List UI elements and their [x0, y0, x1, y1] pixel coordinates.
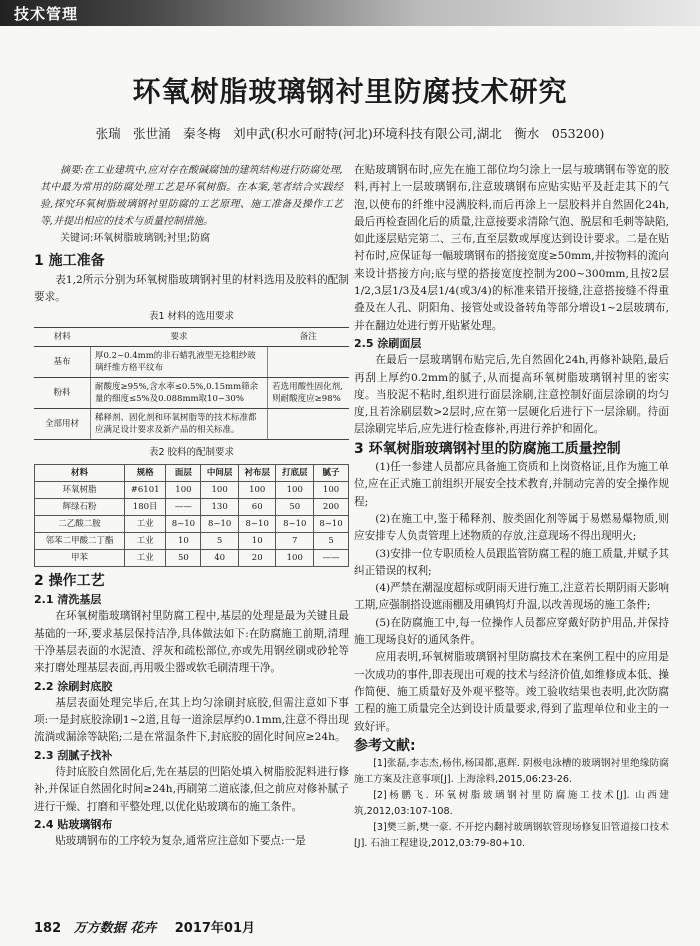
reference-item: [3]樊三新,樊一豪. 不开挖内翻衬玻璃钢软管现场修复旧管道接口技术[J]. 石油工程建设,2012,03:79-80+10. — [354, 822, 669, 850]
table-header-cell: 腻子 — [314, 464, 349, 481]
table-cell: 130 — [201, 498, 239, 515]
abstract: 摘要:在工业建筑中,应对存在酸碱腐蚀的建筑结构进行防腐处理,其中最为常用的防腐处理工艺是环氧树脂。在本案,笔者结合实践经验,探究环氧树脂玻璃钢衬里防腐的工艺原理、施工准备及操作工艺等,并提出相应的技术与质量控制措施。 — [40, 165, 343, 227]
section-tag: 技术管理 — [14, 5, 79, 23]
section-1-paragraph: 表1,2所示分别为环氧树脂玻璃钢衬里的材料选用及胶料的配制要求。 — [34, 273, 349, 303]
table-row — [35, 532, 349, 549]
article-title: 环氧树脂玻璃钢衬里防腐技术研究 — [132, 75, 568, 108]
table-cell: 40 — [201, 549, 239, 566]
table-cell: 50 — [276, 498, 314, 515]
table-cell: 全部用材 — [34, 409, 91, 440]
page-footer — [34, 917, 255, 936]
table-header-cell: 衬布层 — [238, 464, 276, 481]
table-cell: 100 — [276, 481, 314, 498]
table-cell: 辉绿石粉 — [35, 498, 125, 515]
table-row — [35, 481, 349, 498]
section-2-1-paragraph: 在环氧树脂玻璃钢衬里防腐工程中,基层的处理是最为关键且最基础的一环,要求基层保持洁净,具体做法如下:在防腐施工前期,清理干净基层表面的水泥渣、浮灰和疏松部位,亦或先用钢丝刷或砂轮等来打磨处理基层表面,再用吸尘器或软毛刷清理干净。 — [34, 610, 349, 675]
table-cell: 二乙酸二胺 — [35, 515, 125, 532]
section-2-5-heading: 2.5 涂刷面层 — [354, 336, 422, 350]
references-heading: 参考文献: — [354, 737, 416, 754]
section-2-4-continued: 在贴玻璃钢布时,应先在施工部位均匀涂上一层与玻璃钢布等宽的胶料,再衬上一层玻璃钢布,注意玻璃钢布应贴实贴平及赶走其下的气泡,以使布的纤维中浸满胶料,而后再涂上一层胶料并自然固化24h,最后再检查固化后的质量,注意接要求清除气泡、脱层和毛刺等缺陷,如此逐层贴完第二、三布,直至层数或厚度达到设计要求。二是在贴衬布时,应保证每一幅玻璃钢布的搭接宽度≥50mm,并按物料的流向来设计搭接方向;底与壁的搭接宽度控制为200~300mm,且按2层1/2,3层1/3及4层1/4(或3/4)的标准来错开接缝,注意搭接缝不得重叠及在人孔、阴阳角、接管处或设备转角等部分增设1~2层玻璃布,并在翻边处进行剪开贴紧处理。 — [354, 164, 669, 332]
table-row — [34, 409, 349, 440]
table-cell: 工业 — [124, 532, 166, 549]
table-row — [35, 549, 349, 566]
table-cell: 180目 — [124, 498, 166, 515]
table-cell: 10 — [166, 532, 201, 549]
table-cell: 工业 — [124, 549, 166, 566]
table-cell — [268, 409, 349, 440]
table-header-cell: 材料 — [34, 328, 91, 347]
table-cell: —— — [314, 549, 349, 566]
table-header-cell: 要求 — [91, 328, 268, 347]
section-2-heading: 2 操作工艺 — [34, 572, 105, 589]
section-3-heading: 3 环氧树脂玻璃钢衬里的防腐施工质量控制 — [354, 440, 621, 457]
table-cell: 100 — [166, 481, 201, 498]
section-tag-bar — [0, 0, 700, 26]
table-header-cell: 材料 — [35, 464, 125, 481]
table-header-cell: 规格 — [124, 464, 166, 481]
table-header-cell: 打底层 — [276, 464, 314, 481]
table-cell: 100 — [238, 481, 276, 498]
right-column — [354, 162, 669, 852]
list-item: (1)任一参建人员都应具备施工资质和上岗资格证,且作为施工单位,应在正式施工前组织开展安全技术教育,并制动完善的安全操作规程; — [354, 461, 669, 508]
table-cell: 若选用酸性固化剂,则耐酸度应≥98% — [268, 378, 349, 409]
table-row — [34, 328, 349, 347]
list-item: (5)在防腐施工中,每一位操作人员都应穿戴好防护用品,并保持施工现场良好的通风条件。 — [354, 616, 669, 647]
section-2-5-paragraph: 在最后一层玻璃钢布贴完后,先自然固化24h,再修补缺陷,最后再刮上厚约0.2mm的腻子,从而提高环氧树脂玻璃钢衬里的密实度。当胶泥不粘时,组织进行面层涂刷,注意控制好面层涂刷的均匀度,且若涂刷层数>2层时,应在第一层硬化后进行下一层涂刷。待面层涂刷完毕后,应先进行检查修补,再进行养护和固化。 — [354, 354, 669, 436]
table-2 — [34, 464, 349, 567]
table-cell: 甲苯 — [35, 549, 125, 566]
table-row — [34, 378, 349, 409]
table-header-cell: 中间层 — [201, 464, 239, 481]
table-cell: 8~10 — [166, 515, 201, 532]
table-cell: 20 — [238, 549, 276, 566]
table-cell: 基布 — [34, 347, 91, 378]
table-cell: 100 — [201, 481, 239, 498]
reference-item: [2]杨鹏飞. 环氧树脂玻璃钢衬里防腐施工技术[J]. 山西建筑,2012,03:107-108. — [354, 790, 669, 818]
table-row — [35, 498, 349, 515]
section-2-3-paragraph: 待封底胶自然固化后,先在基层的凹陷处填入树脂胶泥料进行修补,并保证自然固化时间≥24h,再刷第二道底漆,但之前应对修补腻子进行干燥、打磨和平整处理,以优化贴玻璃布的施工条件。 — [34, 766, 349, 813]
table-2-caption: 表2 胶料的配制要求 — [148, 447, 235, 459]
table-cell: 8~10 — [276, 515, 314, 532]
section-1-heading: 1 施工准备 — [34, 253, 105, 270]
section-2-3-heading: 2.3 刮腻子找补 — [34, 748, 113, 762]
section-2-1-heading: 2.1 清洗基层 — [34, 593, 102, 607]
section-2-4-paragraph: 贴玻璃钢布的工序较为复杂,通常应注意如下要点:一是 — [55, 835, 306, 848]
table-row — [35, 515, 349, 532]
conclusion-paragraph: 应用表明,环氧树脂玻璃钢衬里防腐技术在案例工程中的应用是一次成功的事件,即表现出可观的技术与经济价值,如维修成本低、操作简便、施工质量好及外观平整等。竣工验收结果也表明,此次防腐工程的施工质量完全达到设计质量要求,得到了监理单位和业主的一致好评。 — [354, 651, 669, 733]
list-item: (2)在施工中,鉴于稀释剂、胺类固化剂等属于易燃易爆物质,则应安排专人负责管理上述物质的存放,注意现场不得出现明火; — [354, 512, 669, 543]
table-cell: 100 — [276, 549, 314, 566]
issue-date: 2017年01月 — [174, 921, 256, 936]
table-cell: #6101 — [124, 481, 166, 498]
authors: 张瑞 张世涌 秦冬梅 刘申武(积水可耐特(河北)环境科技有限公司,湖北 衡水 053200) — [95, 126, 605, 141]
table-cell: 10 — [238, 532, 276, 549]
table-cell — [268, 347, 349, 378]
page-number: 182 — [34, 921, 62, 936]
reference-item: [1]张磊,李志杰,杨伟,杨国都,惠辉. 阴极电泳槽的玻璃钢衬里绝缘防腐施工方案及注意事项[J]. 上海涂料,2015,06:23-26. — [354, 758, 669, 786]
section-2-2-paragraph: 基层表面处理完毕后,在其上均匀涂刷封底胶,但需注意如下事项:一是封底胶涂刷1~2道,且每一道涂层厚约0.1mm,注意不得出现流淌或漏涂等缺陷;二是在常温条件下,封底胶的固化时间应≥24h。 — [34, 696, 349, 744]
table-cell: 60 — [238, 498, 276, 515]
table-cell: 耐酸度≥95%,含水率≤0.5%,0.15mm筛余量的细度≤5%及0.088mm取10~30% — [91, 378, 268, 409]
table-cell: 5 — [314, 532, 349, 549]
magazine-name: 万方数据 花卉 — [73, 921, 157, 936]
list-item: (4)严禁在潮湿度超标或阴雨天进行施工,注意若长期阴雨天影响工期,应强制搭设遮雨棚及用碘钨灯升温,以改善现场的施工条件; — [354, 582, 669, 612]
table-cell: 100 — [314, 481, 349, 498]
table-cell: 工业 — [124, 515, 166, 532]
table-cell: 5 — [201, 532, 239, 549]
table-cell: 200 — [314, 498, 349, 515]
table-row — [35, 464, 349, 481]
table-header-cell: 备注 — [268, 328, 349, 347]
table-cell: 8~10 — [201, 515, 239, 532]
list-item: (3)安排一位专职质检人员跟监管防腐工程的施工质量,并赋予其纠正错误的权利; — [354, 547, 669, 577]
table-cell: 7 — [276, 532, 314, 549]
table-cell: 8~10 — [238, 515, 276, 532]
table-1-caption: 表1 材料的选用要求 — [148, 311, 235, 323]
table-cell: 稀释剂、固化剂和环氧树脂等的技术标准都应满足设计要求及新产品的相关标准。 — [91, 409, 268, 440]
section-2-4-heading: 2.4 贴玻璃钢布 — [34, 817, 113, 831]
table-cell: 环氧树脂 — [35, 481, 125, 498]
table-header-cell: 面层 — [166, 464, 201, 481]
table-cell: 厚0.2~0.4mm的非石蜡乳液型无捻粗纱玻璃纤维方格平纹布 — [91, 347, 268, 378]
keywords: 关键词:环氧树脂玻璃钢;衬里;防腐 — [60, 233, 211, 244]
table-cell: 粉料 — [34, 378, 91, 409]
left-column — [34, 162, 349, 851]
table-row — [34, 347, 349, 378]
table-cell: 50 — [166, 549, 201, 566]
table-cell: 8~10 — [314, 515, 349, 532]
table-cell: —— — [166, 498, 201, 515]
section-2-2-heading: 2.2 涂刷封底胶 — [34, 679, 113, 693]
table-cell: 邻苯二甲酸二丁酯 — [35, 532, 125, 549]
table-1 — [34, 327, 349, 440]
